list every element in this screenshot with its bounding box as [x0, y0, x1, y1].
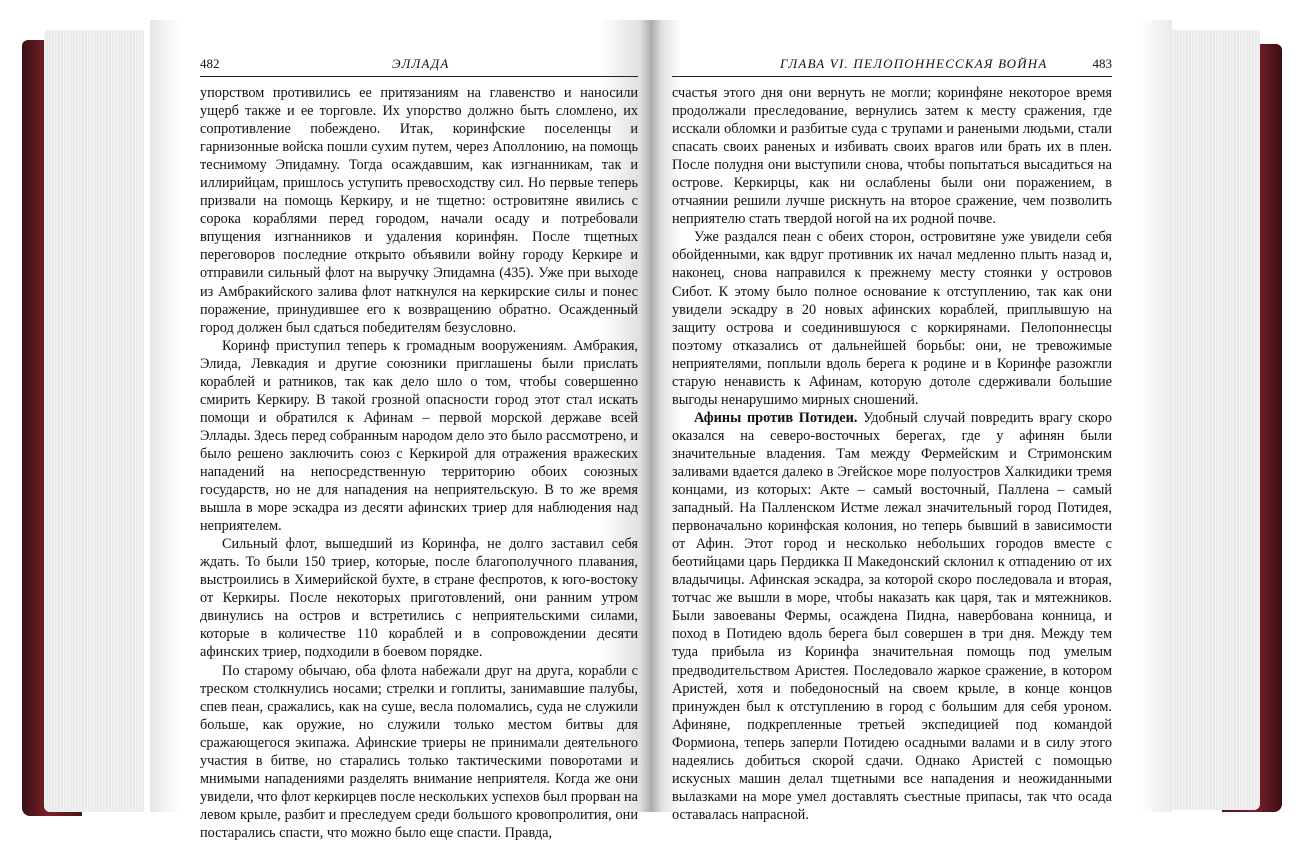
right-running-head — [672, 56, 1112, 74]
section-text: Удобный случай повредить врагу скоро оказался на северо-восточных берегах, где у афинян были значительные владения. Там между Фермейским и Стримонским заливами вдается далеко в Эгейское море полуостров Халкидики тремя концами, из которых: Акте – самый восточный, Паллена – самый западный. На Палленском Истме лежал значительный город Потидея, первоначально коринфская колония, но теперь бывший в зависимости от Афин. Этот город и несколько небольших городов вместе с беотийцами царь Пердикка II Македонский склонил к отпадению от их владычицы. Афинская эскадра, за которой скоро последовала и вторая, тотчас же вышли в море, чтобы наказать как царя, так и мятежников. Были завоеваны Фермы, осаждена Пидна, навербована конница, и поход в Потидею вдоль берега был совершен в три дня. Между тем туда прибыла из Коринфа значительная помощь под умелым предводительством Аристея. Последовало жаркое сражение, в котором Аристей, хотя и победоносный на своем крыле, в конце концов принужден был к отступлению в город с большим для себя уроном. Афиняне, подкрепленные третьей экспедицией под командой Формиона, теперь заперли Потидею осадными валами и в силу этого надеялись добиться скорой сдачи. Однако Аристей с помощью искусных машин делал тщетными все нападения и неожиданными вылазками на море умел доставлять съестные припасы, так что осада оставалась напрасной. — [672, 409, 1112, 823]
paragraph: Уже раздался пеан с обеих сторон, островитяне уже увидели себя обойденными, как вдруг противник их начал медленно плыть назад и, наконец, снова направился к прежнему месту стоянки у островов Сибот. К этому было полное основание к отступлению, так как они увидели эскадру в 20 новых афинских кораблей, приплывшую на защиту острова и соединившуюся с коркирянами. Пелопоннесцы поэтому отказались от дальнейшей борьбы: они, не тревожимые неприятелями, поплыли вдоль берега к родине и в Коринфе разожгли старую ненависть к Афинам, которую дотоле сдерживали большие выгоды ненарушимо мирных сношений. — [672, 229, 1112, 408]
left-page-text — [200, 84, 638, 842]
right-page-text — [672, 84, 1112, 824]
right-page-number: 483 — [1092, 56, 1112, 71]
page-edges-left — [44, 30, 144, 812]
page-edges-right — [1160, 30, 1260, 810]
left-running-head — [200, 56, 638, 74]
book-spine-gutter — [640, 20, 662, 812]
right-running-title: ГЛАВА VI. ПЕЛОПОННЕССКАЯ ВОЙНА — [780, 56, 1048, 71]
paragraph: Коринф приступил теперь к громадным вооружениям. Амбракия, Элида, Левкадия и другие союзники приглашены были прислать кораблей и ратников, так как дело шло о том, чтобы совершенно смирить Керкиру. В такой грозной опасности город этот стал искать помощи и обратился к Афинам – первой морской державе всей Эллады. Здесь перед собранным народом дело это было рассмотрено, и было решено заключить союз с Керкирой для отражения вражеских нападений на непосредственную территорию обоих союзных государств, но не для нападения на неприятельскую. В то же время вышла в море эскадра из десяти афинских триер для наблюдения над неприятелем. — [200, 337, 638, 535]
paragraph: счастья этого дня они вернуть не могли; коринфяне некоторое время продолжали преследование, вернулись затем к месту сражения, где исскали обломки и разбитые суда с трупами и ранеными людьми, стали спасать своих раненых и избивать своих врагов или брать их в плен. После полудня они выступили снова, чтобы попытаться высадиться на острове. Керкирцы, как ни ослаблены были они поражением, в отчаянии решили лучше рискнуть на второе сражение, чем позволить неприятелю стать твердой ногой на их родной почве. — [672, 85, 1112, 228]
paragraph: По старому обычаю, оба флота набежали друг на друга, корабли с треском столкнулись носами; стрелки и гоплиты, занимавшие палубы, спев пеан, сражались, как на суше, весла поломались, суда не служили больше, как оружие, но служили только местом битвы для сражающегося экипажа. Афинские триеры не принимали деятельного участия в битве, но старались только тактическими поворотами и мнимыми нападениями разделять внимание неприятеля. Когда же они увидели, что флот керкирцев после нескольких успехов был прорван на левом крыле, разбит и преследуем среди большого кровопролития, они постарались спасти, что можно было еще спасти. Правда, — [200, 662, 638, 841]
left-header-rule — [200, 76, 638, 77]
paragraph: Сильный флот, вышедший из Коринфа, не долго заставил себя ждать. То были 150 триер, которые, после благополучного плавания, выстроились в Химерийской бухте, в стране феспротов, к юго-востоку от Керкиры. После некоторых приготовлений, они ранним утром двинулись на остров и встретились с неприятельскими силами, которые в количестве 110 кораблей и в сопровождении десяти афинских триер, подходили в боевом порядке. — [200, 536, 638, 661]
section-paragraph — [672, 409, 1112, 824]
left-running-title: ЭЛЛАДА — [392, 56, 450, 71]
left-page-number: 482 — [200, 56, 220, 71]
section-heading: Афины против Потидеи. — [694, 409, 858, 426]
right-header-rule — [672, 76, 1112, 77]
paragraph: упорством противились ее притязаниям на главенство и наносили ущерб также и ее торговле. Их упорство должно быть сломлено, их сопротивление побеждено. Итак, коринфские поселенцы и гарнизонные войска пошли сухим путем, через Аполлонию, на помощь теснимому Эпидамну. Тогда осаждавшим, как изгнанникам, так и иллирийцам, пришлось уступить превосходству сил. Но первые теперь призвали на помощь Керкиру, и не тщетно: островитяне явились с сорока кораблями перед городом, начали осаду и потребовали впущения изгнанников и удаления коринфян. После тщетных переговоров последние открыто объявили войну городу Керкире и отправили сильный флот на выручку Эпидамна (435). Уже при выходе из Амбракийского залива флот наткнулся на керкирские силы и понес поражение, принудившее его к возвращению обратно. Осажденный город должен был сдаться победителям безусловно. — [200, 85, 638, 336]
